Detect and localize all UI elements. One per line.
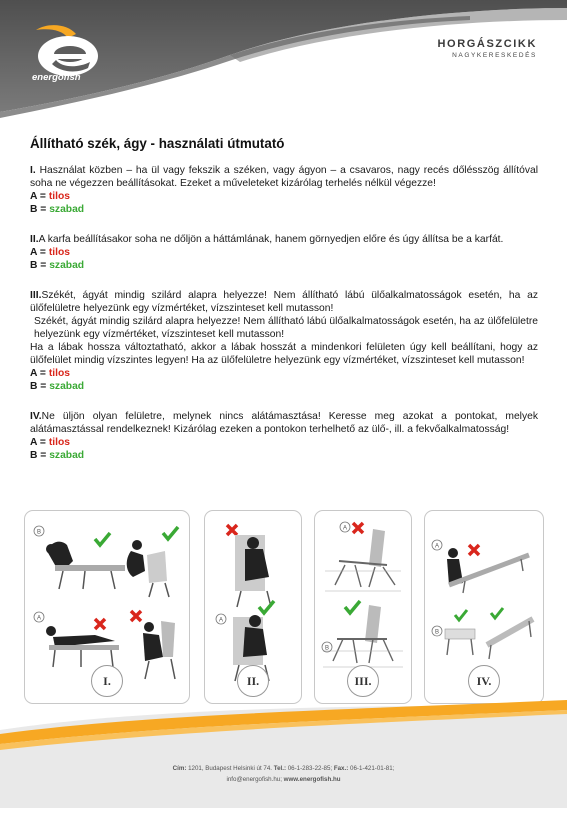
section-2 <box>30 233 538 272</box>
footer-web: www.energofish.hu <box>283 776 341 783</box>
illustration-panel-1 <box>24 510 190 704</box>
marker-a: A <box>36 615 42 622</box>
check-icon <box>163 527 178 539</box>
section-1 <box>30 164 538 216</box>
footer-email: info@energofish.hu; <box>226 776 284 783</box>
section-number: II. <box>30 234 39 245</box>
section-text: A karfa beállításakor soha ne dőljön a háttámlának, hanem görnyedjen előre és úgy állítsa be a karfát. <box>38 234 504 245</box>
marker-a: A <box>434 543 440 550</box>
panel-label: III. <box>347 665 379 697</box>
section-text: Székét, ágyát mindig szilárd alapra helyezze! Nem állítható lábú ülőalkalmatosságok esetén, ha az ülőfelületre helyezünk egy vízmértéket, vízszinteset kell mutasson! <box>30 290 538 314</box>
panel-label: II. <box>237 665 269 697</box>
legend-b: B = szabad <box>30 381 85 392</box>
page-header <box>0 0 567 125</box>
legend-b: B = szabad <box>30 204 85 215</box>
check-icon <box>95 533 110 545</box>
section-4 <box>30 410 538 462</box>
check-icon <box>491 608 503 618</box>
brand-block <box>438 38 538 59</box>
marker-b: B <box>324 645 330 652</box>
cross-icon <box>469 545 479 555</box>
section-text: Ne üljön olyan felületre, melynek nincs alátámasztása! Keresse meg azokat a pontokat, melyek alátámasztással rendelkeznek! Kizárólag ezeken a pontokon terhelhető az ülő-, ill. a fekvőalkalmatosság! <box>30 411 538 435</box>
check-icon <box>345 601 360 613</box>
cross-icon <box>131 611 141 621</box>
section-number: I. <box>30 165 36 176</box>
cross-icon <box>353 523 363 533</box>
panel-label: I. <box>91 665 123 697</box>
check-icon <box>259 601 274 613</box>
brand-line2: NAGYKERESKEDÉS <box>452 52 537 59</box>
legend-a: A = tilos <box>30 437 70 448</box>
panel-label: IV. <box>468 665 500 697</box>
cross-icon <box>227 525 237 535</box>
illustration-panel-2 <box>204 510 302 704</box>
brand-line1: HORGÁSZCIKK <box>437 38 537 50</box>
legend-b: B = szabad <box>30 260 85 271</box>
marker-a: A <box>342 525 348 532</box>
legend-a: A = tilos <box>30 247 70 258</box>
section-text-extra: Ha a lábak hossza változtatható, akkor a lábak hosszát a mindenkori felületen úgy kell beállítani, hogy az ülőfelület mindig vízszintes legyen! Ha az ülőfelületre helyezünk egy vízmértéket, vízszinteset kell mutasson! <box>30 342 538 366</box>
logo-text: energofish <box>32 72 81 83</box>
instructions-body <box>30 164 538 479</box>
page-title: Állítható szék, ágy - használati útmutató <box>30 136 285 151</box>
marker-a: A <box>218 617 224 624</box>
energofish-logo <box>28 18 138 88</box>
marker-b: B <box>36 529 42 536</box>
legend-a: A = tilos <box>30 368 70 379</box>
section-text-repeat: Székét, ágyát mindig szilárd alapra helyezze! Nem állítható lábú ülőalkalmatosságok esetén, ha az ülőfelületre helyezünk egy vízmértéket, vízszinteset kell mutasson! <box>34 316 538 340</box>
footer-contact: Cím: 1201, Budapest Helsinki út 74. Tel.: 06-1-283-22-85; Fax.: 06-1-421-01-81; info@energofish.hu; www.energofish.hu <box>172 765 395 783</box>
section-number: III. <box>30 290 42 301</box>
check-icon <box>455 610 467 620</box>
illustration-panel-4 <box>424 510 544 704</box>
page-footer <box>0 690 567 808</box>
footer-wave-graphic <box>0 690 567 808</box>
marker-b: B <box>434 629 440 636</box>
legend-b: B = szabad <box>30 450 85 461</box>
legend-a: A = tilos <box>30 191 70 202</box>
section-number: IV. <box>30 411 42 422</box>
cross-icon <box>95 619 105 629</box>
section-text: Használat közben – ha ül vagy fekszik a széken, vagy ágyon – a csavaros, nagy recés dőlésszög állítóval soha ne végezzen beállításokat. Ezeket a műveleteket kizárólag terhelés nélkül végezze! <box>30 165 538 189</box>
illustration-panel-3 <box>314 510 412 704</box>
section-3 <box>30 289 538 393</box>
